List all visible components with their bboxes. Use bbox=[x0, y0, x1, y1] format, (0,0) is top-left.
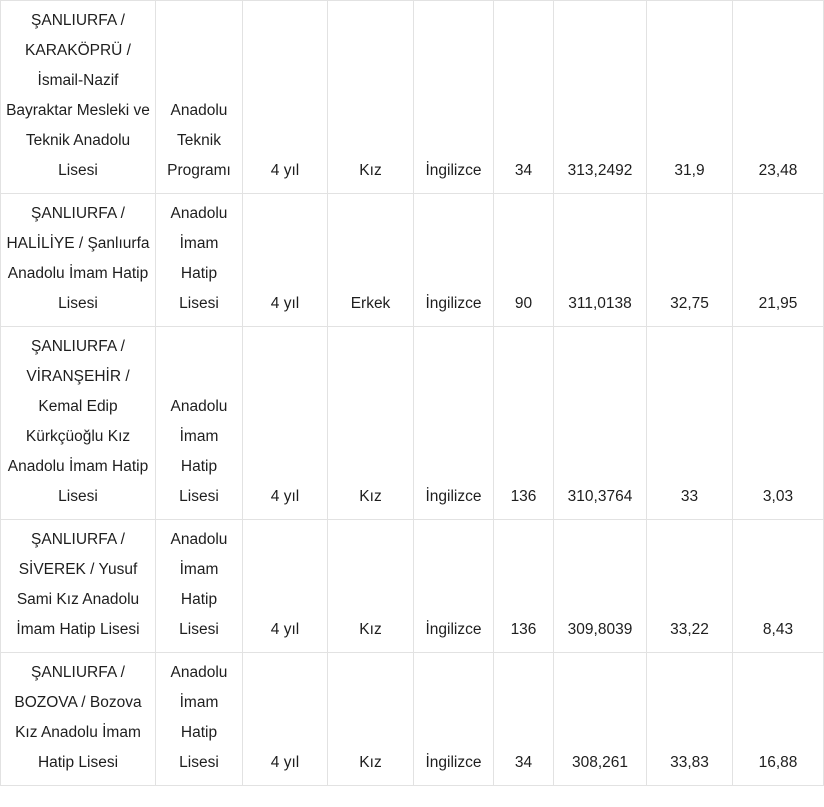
duration-cell: 4 yıl bbox=[243, 653, 328, 786]
gender-cell: Kız bbox=[328, 520, 414, 653]
type-cell: Anadolu Teknik Programı bbox=[156, 1, 243, 194]
table-row bbox=[1, 1, 824, 194]
percentile-cell: 33,83 bbox=[647, 653, 733, 786]
language-cell: İngilizce bbox=[414, 653, 494, 786]
language-cell: İngilizce bbox=[414, 194, 494, 327]
score-cell: 313,2492 bbox=[554, 1, 647, 194]
duration-cell: 4 yıl bbox=[243, 194, 328, 327]
duration-cell: 4 yıl bbox=[243, 520, 328, 653]
percentile-cell: 8,43 bbox=[733, 520, 824, 653]
gender-cell: Kız bbox=[328, 1, 414, 194]
duration-cell: 4 yıl bbox=[243, 327, 328, 520]
type-cell: Anadolu İmam Hatip Lisesi bbox=[156, 520, 243, 653]
table-row bbox=[1, 327, 824, 520]
quota-cell: 136 bbox=[494, 327, 554, 520]
score-cell: 310,3764 bbox=[554, 327, 647, 520]
type-cell: Anadolu İmam Hatip Lisesi bbox=[156, 653, 243, 786]
percentile-cell: 23,48 bbox=[733, 1, 824, 194]
table-row bbox=[1, 653, 824, 786]
table-row bbox=[1, 520, 824, 653]
language-cell: İngilizce bbox=[414, 1, 494, 194]
quota-cell: 34 bbox=[494, 1, 554, 194]
percentile-cell: 32,75 bbox=[647, 194, 733, 327]
percentile-cell: 16,88 bbox=[733, 653, 824, 786]
score-cell: 309,8039 bbox=[554, 520, 647, 653]
quota-cell: 136 bbox=[494, 520, 554, 653]
quota-cell: 34 bbox=[494, 653, 554, 786]
quota-cell: 90 bbox=[494, 194, 554, 327]
percentile-cell: 31,9 bbox=[647, 1, 733, 194]
percentile-cell: 33 bbox=[647, 327, 733, 520]
type-cell: Anadolu İmam Hatip Lisesi bbox=[156, 194, 243, 327]
percentile-cell: 21,95 bbox=[733, 194, 824, 327]
school-cell: ŞANLIURFA / HALİLİYE / Şanlıurfa Anadolu İmam Hatip Lisesi bbox=[1, 194, 156, 327]
table-row bbox=[1, 194, 824, 327]
percentile-cell: 33,22 bbox=[647, 520, 733, 653]
percentile-cell: 3,03 bbox=[733, 327, 824, 520]
school-cell: ŞANLIURFA / SİVEREK / Yusuf Sami Kız Anadolu İmam Hatip Lisesi bbox=[1, 520, 156, 653]
gender-cell: Kız bbox=[328, 327, 414, 520]
school-cell: ŞANLIURFA / BOZOVA / Bozova Kız Anadolu İmam Hatip Lisesi bbox=[1, 653, 156, 786]
gender-cell: Kız bbox=[328, 653, 414, 786]
school-cell: ŞANLIURFA / KARAKÖPRÜ / İsmail-Nazif Bayraktar Mesleki ve Teknik Anadolu Lisesi bbox=[1, 1, 156, 194]
language-cell: İngilizce bbox=[414, 520, 494, 653]
language-cell: İngilizce bbox=[414, 327, 494, 520]
school-cell: ŞANLIURFA / VİRANŞEHİR / Kemal Edip Kürkçüoğlu Kız Anadolu İmam Hatip Lisesi bbox=[1, 327, 156, 520]
duration-cell: 4 yıl bbox=[243, 1, 328, 194]
gender-cell: Erkek bbox=[328, 194, 414, 327]
score-cell: 308,261 bbox=[554, 653, 647, 786]
type-cell: Anadolu İmam Hatip Lisesi bbox=[156, 327, 243, 520]
score-cell: 311,0138 bbox=[554, 194, 647, 327]
